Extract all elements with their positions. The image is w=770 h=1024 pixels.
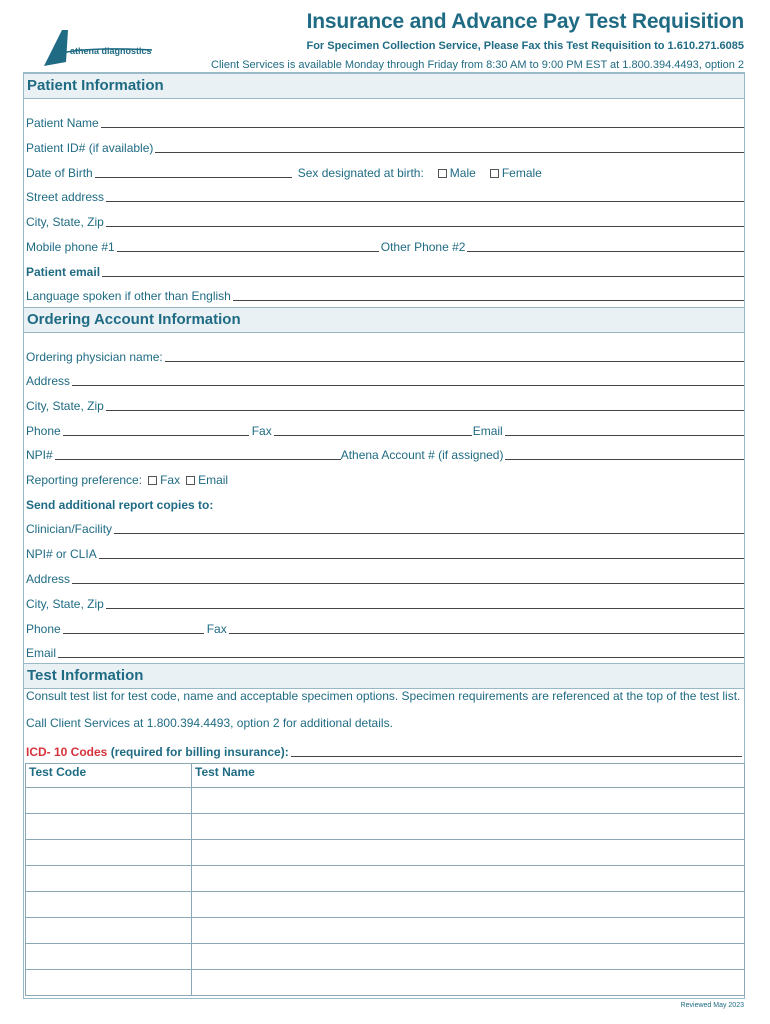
ordering-city-field[interactable] <box>106 398 744 411</box>
patient-city-row <box>26 211 744 229</box>
patient-city-field[interactable] <box>106 214 744 227</box>
table-row <box>26 814 745 840</box>
test-name-cell[interactable] <box>192 788 745 814</box>
reporting-row <box>26 469 744 487</box>
copy-email-label: Email <box>26 646 57 660</box>
test-code-cell[interactable] <box>26 814 192 840</box>
ordering-address-label: Address <box>26 374 71 388</box>
copy-fax-field[interactable] <box>229 621 744 634</box>
copy-phone-field[interactable] <box>63 621 204 634</box>
patient-email-field[interactable] <box>102 264 744 277</box>
patient-name-field[interactable] <box>101 115 744 128</box>
report-fax-checkbox[interactable] <box>148 476 157 485</box>
sex-label: Sex designated at birth: <box>297 166 424 180</box>
language-label: Language spoken if other than English <box>26 289 231 303</box>
athena-logo <box>40 26 160 70</box>
logo-text: athena diagnostics <box>70 46 152 56</box>
icd-field[interactable] <box>291 744 742 757</box>
copy-city-field[interactable] <box>106 596 744 609</box>
table-row <box>26 866 745 892</box>
ordering-fax-label: Fax <box>251 424 272 438</box>
account-label: Athena Account # (if assigned) <box>340 448 504 462</box>
test-code-cell[interactable] <box>26 892 192 918</box>
test-code-cell[interactable] <box>26 944 192 970</box>
language-field[interactable] <box>233 288 744 301</box>
account-field[interactable] <box>505 447 744 460</box>
test-name-cell[interactable] <box>192 866 745 892</box>
ordering-fax-field[interactable] <box>274 423 472 436</box>
consult-text: Consult test list for test code, name and acceptable specimen options. Specimen requirements are referenced at the top of the test list. <box>26 689 741 703</box>
test-name-cell[interactable] <box>192 944 745 970</box>
language-row <box>26 285 744 303</box>
table-row <box>26 892 745 918</box>
ordering-city-label: City, State, Zip <box>26 399 104 413</box>
physician-row <box>26 346 744 364</box>
patient-info-heading: Patient Information <box>23 73 745 99</box>
report-email-label: Email <box>198 473 229 487</box>
page-title: Insurance and Advance Pay Test Requisition <box>306 10 744 33</box>
table-row <box>26 788 745 814</box>
patient-email-label: Patient email <box>26 265 101 279</box>
copy-phone-row <box>26 618 744 636</box>
npi-clia-label: NPI# or CLIA <box>26 547 97 561</box>
patient-email-row <box>26 261 744 279</box>
icd-row <box>26 741 742 759</box>
fax-instructions: For Specimen Collection Service, Please Fax this Test Requisition to 1.610.271.6085 <box>306 40 744 52</box>
call-text: Call Client Services at 1.800.394.4493, option 2 for additional details. <box>26 716 393 730</box>
npi-clia-field[interactable] <box>99 546 744 559</box>
copy-email-field[interactable] <box>58 645 744 658</box>
street-label: Street address <box>26 190 105 204</box>
patient-name-row <box>26 112 744 130</box>
table-row <box>26 840 745 866</box>
test-info-heading: Test Information <box>23 663 745 689</box>
npi-label: NPI# <box>26 448 53 462</box>
page-header <box>0 0 770 76</box>
ordering-info-heading: Ordering Account Information <box>23 307 745 333</box>
ordering-phone-field[interactable] <box>63 423 249 436</box>
female-label: Female <box>501 166 542 180</box>
test-name-cell[interactable] <box>192 970 745 996</box>
copy-address-field[interactable] <box>72 571 744 584</box>
copy-address-label: Address <box>26 572 71 586</box>
npi-clia-row <box>26 543 744 561</box>
copies-label: Send additional report copies to: <box>26 498 214 512</box>
dob-label: Date of Birth <box>26 166 93 180</box>
patient-city-label: City, State, Zip <box>26 215 104 229</box>
ordering-address-row <box>26 370 744 388</box>
report-fax-label: Fax <box>160 473 181 487</box>
copy-city-row <box>26 593 744 611</box>
patient-id-label: Patient ID# (if available) <box>26 141 154 155</box>
test-name-header: Test Name <box>192 764 745 788</box>
clinician-field[interactable] <box>114 521 744 534</box>
copy-fax-label: Fax <box>206 622 227 636</box>
test-name-cell[interactable] <box>192 892 745 918</box>
report-email-checkbox[interactable] <box>186 476 195 485</box>
ordering-address-field[interactable] <box>72 373 744 386</box>
test-code-header: Test Code <box>26 764 192 788</box>
test-table <box>25 763 745 996</box>
clinician-row <box>26 518 744 536</box>
table-row <box>26 970 745 996</box>
physician-field[interactable] <box>165 349 744 362</box>
icd-note: (required for billing insurance): <box>107 745 289 759</box>
patient-name-label: Patient Name <box>26 116 99 130</box>
test-table-header <box>26 764 745 788</box>
test-code-cell[interactable] <box>26 788 192 814</box>
reporting-label: Reporting preference: <box>26 473 143 487</box>
ordering-contact-row <box>26 420 744 438</box>
mobile-label: Mobile phone #1 <box>26 240 115 254</box>
patient-id-row <box>26 137 744 155</box>
test-code-cell[interactable] <box>26 918 192 944</box>
clinician-label: Clinician/Facility <box>26 522 113 536</box>
dob-row <box>26 162 744 180</box>
male-checkbox[interactable] <box>438 169 447 178</box>
male-label: Male <box>449 166 476 180</box>
npi-field[interactable] <box>55 447 341 460</box>
patient-id-field[interactable] <box>155 140 744 153</box>
other-phone-label: Other Phone #2 <box>380 240 466 254</box>
icd-label: ICD- 10 Codes <box>26 745 108 759</box>
test-code-cell[interactable] <box>26 840 192 866</box>
ordering-email-field[interactable] <box>505 423 744 436</box>
ordering-email-label: Email <box>472 424 503 438</box>
npi-row <box>26 444 744 462</box>
copy-address-row <box>26 568 744 586</box>
dob-field[interactable] <box>95 165 292 178</box>
street-field[interactable] <box>106 189 744 202</box>
copy-email-row <box>26 642 744 660</box>
copy-city-label: City, State, Zip <box>26 597 104 611</box>
test-name-cell[interactable] <box>192 840 745 866</box>
other-phone-field[interactable] <box>467 239 744 252</box>
test-code-cell[interactable] <box>26 970 192 996</box>
copy-phone-label: Phone <box>26 622 61 636</box>
table-row <box>26 918 745 944</box>
ordering-city-row <box>26 395 744 413</box>
copies-row <box>26 494 744 512</box>
test-code-cell[interactable] <box>26 866 192 892</box>
phone-row <box>26 236 744 254</box>
physician-label: Ordering physician name: <box>26 350 163 364</box>
reviewed-date: Reviewed May 2023 <box>680 1002 744 1009</box>
table-row <box>26 944 745 970</box>
mobile-field[interactable] <box>117 239 379 252</box>
ordering-phone-label: Phone <box>26 424 61 438</box>
street-row <box>26 186 744 204</box>
client-services-info: Client Services is available Monday through Friday from 8:30 AM to 9:00 PM EST at 1.800.394.4493, option 2 <box>211 59 744 71</box>
test-name-cell[interactable] <box>192 814 745 840</box>
test-name-cell[interactable] <box>192 918 745 944</box>
female-checkbox[interactable] <box>490 169 499 178</box>
